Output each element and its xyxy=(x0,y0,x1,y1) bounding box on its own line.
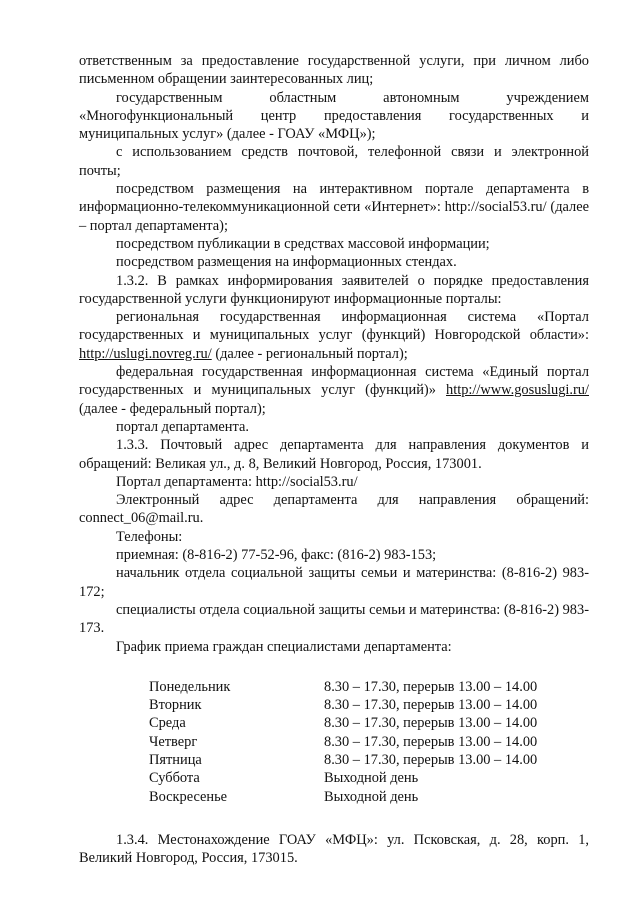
schedule-row xyxy=(149,714,537,732)
paragraph-head-phone: начальник отдела социальной защиты семьи и материнства: (8-816-2) 983-172; xyxy=(79,565,589,600)
schedule-hours: 8.30 – 17.30, перерыв 13.00 – 14.00 xyxy=(324,697,538,714)
paragraph-mfc: государственным областным автономным учреждением «Многофункциональный центр предоставления государственных и муниципальных услуг» (далее - ГОАУ «МФЦ»); xyxy=(79,89,589,143)
federal-portal-text: федеральная государственная информационная система «Единый портал государственных и муниципальных услуг (функций)» xyxy=(79,364,589,399)
schedule-hours: Выходной день xyxy=(324,770,419,787)
schedule-row xyxy=(149,788,537,806)
schedule-row xyxy=(149,751,537,769)
schedule-day: Понедельник xyxy=(149,678,231,695)
schedule-hours: 8.30 – 17.30, перерыв 13.00 – 14.00 xyxy=(324,715,538,732)
schedule-row xyxy=(149,696,537,714)
paragraph-specialists-phone: специалисты отдела социальной защиты семьи и материнства: (8-816-2) 983-173. xyxy=(79,601,589,637)
paragraph-1-3-3: 1.3.3. Почтовый адрес департамента для направления документов и обращений: Великая ул., д. 8, Великий Новгород, Россия, 173001. xyxy=(79,437,589,472)
paragraph-phones-label: Телефоны: xyxy=(116,528,183,545)
paragraph-schedule-title: График приема граждан специалистами департамента: xyxy=(116,638,452,655)
paragraph-dept-portal: портал департамента. xyxy=(116,418,249,435)
paragraph-portal-url: Портал департамента: http://social53.ru/ xyxy=(116,473,358,490)
schedule-day: Пятница xyxy=(149,751,202,768)
paragraph-mass-media: посредством публикации в средствах массовой информации; xyxy=(116,235,490,252)
schedule-day: Воскресенье xyxy=(149,788,228,805)
schedule-row xyxy=(149,733,537,751)
regional-portal-link[interactable]: http://uslugi.novreg.ru/ xyxy=(79,345,212,362)
paragraph-1-3-2: 1.3.2. В рамках информирования заявителей о порядке предоставления государственной услуги функционируют информационные порталы: xyxy=(79,272,589,307)
paragraph-federal-portal xyxy=(79,363,589,418)
paragraph-info-stands: посредством размещения на информационных стендах. xyxy=(116,254,457,271)
paragraph-1-3-4: 1.3.4. Местонахождение ГОАУ «МФЦ»: ул. Псковская, д. 28, корп. 1, Великий Новгород, Россия, 173015. xyxy=(79,831,589,867)
schedule-row xyxy=(149,678,537,696)
paragraph-mail-phone: с использованием средств почтовой, телефонной связи и электронной почты; xyxy=(79,144,589,179)
paragraph-responsible: ответственным за предоставление государственной услуги, при личном либо письменном обращении заинтересованных лиц; xyxy=(79,53,589,88)
paragraph-email: Электронный адрес департамента для направления обращений: connect_06@mail.ru. xyxy=(79,492,589,527)
paragraph-regional-portal xyxy=(79,308,589,363)
paragraph-portal-dept: посредством размещения на интерактивном портале департамента в информационно-телекоммуникационной сети «Интернет»: http://social53.ru/ (далее – портал департамента); xyxy=(79,181,589,234)
document-page xyxy=(79,52,589,867)
schedule-day: Среда xyxy=(149,715,186,732)
schedule-day: Вторник xyxy=(149,697,202,714)
schedule-table xyxy=(149,678,537,806)
schedule-row xyxy=(149,769,537,787)
schedule-hours: 8.30 – 17.30, перерыв 13.00 – 14.00 xyxy=(324,678,538,695)
regional-portal-text: региональная государственная информационная система «Портал государственных и муниципальных услуг (функций) Новгородской области»: xyxy=(79,309,589,344)
federal-portal-link[interactable]: http://www.gosuslugi.ru/ xyxy=(446,382,589,399)
schedule-hours: 8.30 – 17.30, перерыв 13.00 – 14.00 xyxy=(324,751,538,768)
schedule-hours: Выходной день xyxy=(324,788,419,805)
regional-portal-tail: (далее - региональный портал); xyxy=(211,345,408,362)
schedule-day: Суббота xyxy=(149,770,200,787)
schedule-day: Четверг xyxy=(149,733,198,750)
paragraph-reception-phone: приемная: (8-816-2) 77-52-96, факс: (816-2) 983-153; xyxy=(116,547,437,564)
schedule-hours: 8.30 – 17.30, перерыв 13.00 – 14.00 xyxy=(324,733,538,750)
federal-portal-tail: (далее - федеральный портал); xyxy=(79,400,266,417)
